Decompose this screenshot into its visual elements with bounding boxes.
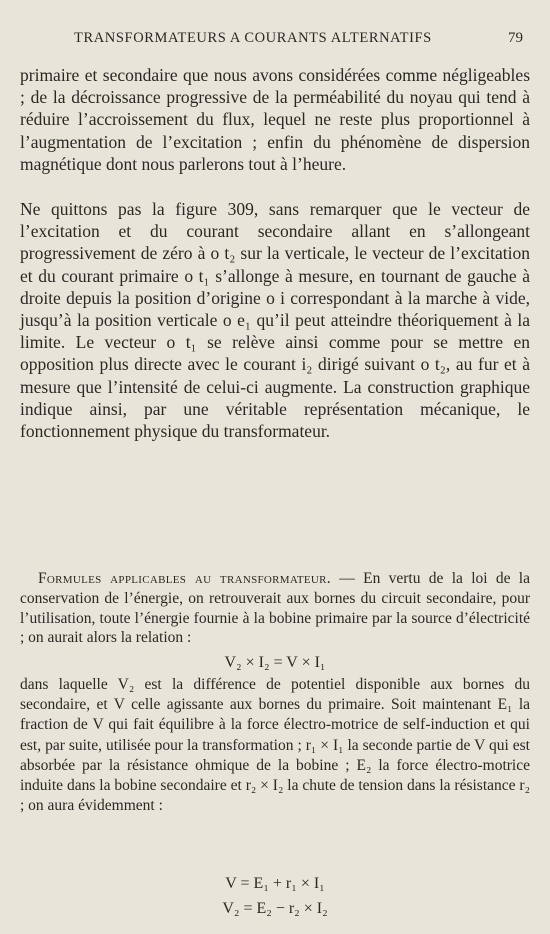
equation-power-balance: V₂ × I₂ = V × I₁ xyxy=(224,654,326,671)
equation-primary-voltage: V = E₁ + r₁ × I₁ xyxy=(225,875,325,892)
section-body-text: dans laquelle V₂ est la différence de potentiel disponible aux bornes du secondaire, et V celle agissante aux bornes du primaire. Soit maintenant E₁ la fraction de V qui fait équilibre à la force électro-motrice de self-induction et qui est, par suite, utilisée pour la transformation ; r₁ × I₁ la seconde partie de V qui est absorbée par la résistance ohmique de la bobine ; E₂ la force électro-motrice induite dans la bobine secondaire et r₂ × I₂ la chute de tension dans la résistance r₂ ; on aura évidemment : xyxy=(20,676,530,815)
page-number: 79 xyxy=(508,30,523,46)
section-intro-text: — En vertu de la loi de la conservation de l’énergie, on retrouverait aux bornes du circuit secondaire, pour l’utilisation, toute l’énergie fournie à la bobine primaire par la source d’électricité ; on aurait alors la relation : xyxy=(20,570,530,647)
paragraph-figure-309: Ne quittons pas la figure 309, sans remarquer que le vecteur de l’excitation et du courant secondaire allant en s’allongeant progressivement de zéro à o t₂ sur la verticale, le vecteur de l’excitation et du courant primaire o t₁ s’allonge à mesure, en tournant de gauche à droite depuis la position d’origine o i correspondant à la marche à vide, jusqu’à la position verticale o e₁ qu’il peut atteindre théoriquement à la limite. Le vecteur o t₁ se relève ainsi comme pour se mettre en opposition plus directe avec le courant i₂ dirigé suivant o t₂, au fur et à mesure que l’intensité de celui-ci augmente. La construction graphique indique ainsi, par une véritable représentation mécanique, le fonctionnement physique du transformateur. xyxy=(20,199,530,442)
paragraph-continuation: primaire et secondaire que nous avons considérées comme négligeables ; de la décroissance progressive de la perméabilité du noyau qui tend à réduire l’accroissement du flux, lequel ne reste plus proportionnel à l’augmentation de l’excitation ; enfin du phénomène de dispersion magnétique dont nous parlerons tout à l’heure. xyxy=(20,65,530,174)
running-header xyxy=(0,30,550,52)
equation-secondary-voltage: V₂ = E₂ − r₂ × I₂ xyxy=(222,900,328,917)
formulas-section-intro xyxy=(20,569,530,648)
section-heading: Formules applicables au transformateur. xyxy=(38,570,331,587)
running-title: TRANSFORMATEURS A COURANTS ALTERNATIFS xyxy=(74,30,432,46)
